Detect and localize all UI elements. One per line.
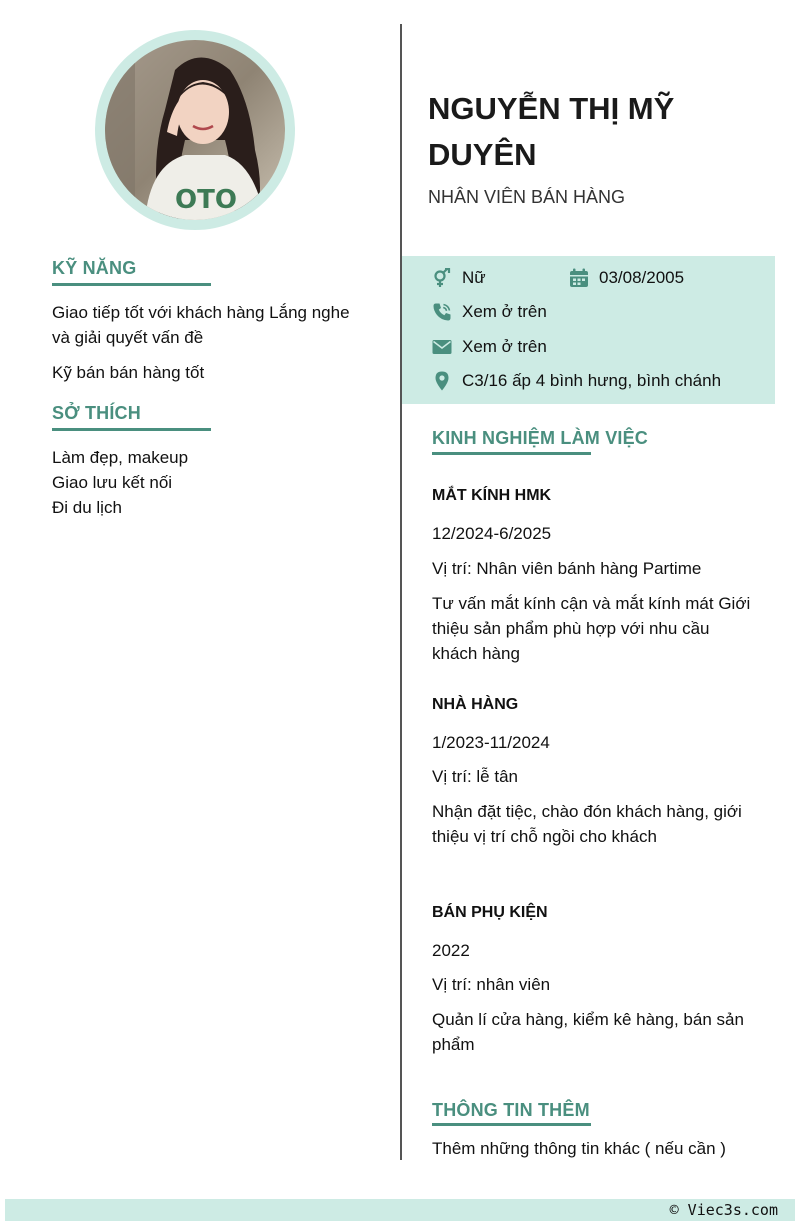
job-period: 12/2024-6/2025 — [432, 524, 552, 543]
job-description: Tư vấn mắt kính cận và mắt kính mát Giới thiệu sản phẩm phù hợp với nhu cầu khách hàng — [432, 594, 751, 663]
job-company: MẮT KÍNH HMK — [432, 487, 552, 504]
additional-text: Thêm những thông tin khác ( nếu cần ) — [432, 1139, 726, 1158]
skill-item: Giao tiếp tốt với khách hàng Lắng nghe và giải quyết vấn đề — [52, 303, 350, 347]
job-position: Vị trí: Nhân viên bánh hàng Partime — [432, 559, 702, 578]
hobby-item: Giao lưu kết nối — [52, 473, 173, 492]
job-position: Vị trí: lễ tân — [432, 767, 518, 786]
experience-underline — [432, 452, 591, 455]
candidate-name: NGUYỄN THỊ MỸ DUYÊN — [428, 91, 675, 172]
skills-title: KỸ NĂNG — [52, 258, 137, 278]
address-value: C3/16 ấp 4 bình hưng, bình chánh — [462, 371, 722, 390]
footer-copyright: © Viec3s.com — [669, 1201, 778, 1219]
profile-photo — [105, 40, 285, 220]
job-position: Vị trí: nhân viên — [432, 975, 551, 994]
additional-underline — [432, 1123, 591, 1126]
svg-text:OTO: OTO — [175, 185, 237, 215]
hobbies-underline — [52, 428, 211, 431]
gender-icon — [432, 268, 452, 288]
email-icon — [432, 337, 452, 357]
email-row — [432, 335, 547, 359]
phone-icon — [432, 302, 452, 322]
job-period: 1/2023-11/2024 — [432, 733, 550, 752]
birthday-value: 03/08/2005 — [599, 268, 685, 287]
experience-title: KINH NGHIỆM LÀM VIỆC — [432, 428, 649, 448]
phone-value: Xem ở trên — [462, 302, 547, 321]
gender-row — [432, 266, 486, 290]
additional-title: THÔNG TIN THÊM — [432, 1100, 590, 1120]
phone-row — [432, 300, 547, 324]
hobby-item: Làm đẹp, makeup — [52, 448, 189, 467]
skill-item: Kỹ bán bán hàng tốt — [52, 363, 205, 382]
hobby-item: Đi du lịch — [52, 498, 122, 517]
job-description: Quản lí cửa hàng, kiểm kê hàng, bán sản phẩm — [432, 1010, 744, 1054]
location-icon — [432, 371, 452, 391]
job-period: 2022 — [432, 941, 470, 960]
column-divider — [400, 24, 402, 1160]
skills-underline — [52, 283, 211, 286]
job-title: NHÂN VIÊN BÁN HÀNG — [428, 187, 626, 207]
hobbies-title: SỞ THÍCH — [52, 403, 141, 423]
email-value: Xem ở trên — [462, 337, 547, 356]
calendar-icon — [569, 268, 589, 288]
birthday-row — [569, 266, 684, 290]
job-company: BÁN PHỤ KIỆN — [432, 904, 548, 921]
gender-value: Nữ — [462, 268, 486, 287]
job-company: NHÀ HÀNG — [432, 696, 519, 713]
address-row — [432, 369, 721, 393]
job-description: Nhận đặt tiệc, chào đón khách hàng, giới thiệu vị trí chỗ ngồi cho khách — [432, 802, 742, 846]
